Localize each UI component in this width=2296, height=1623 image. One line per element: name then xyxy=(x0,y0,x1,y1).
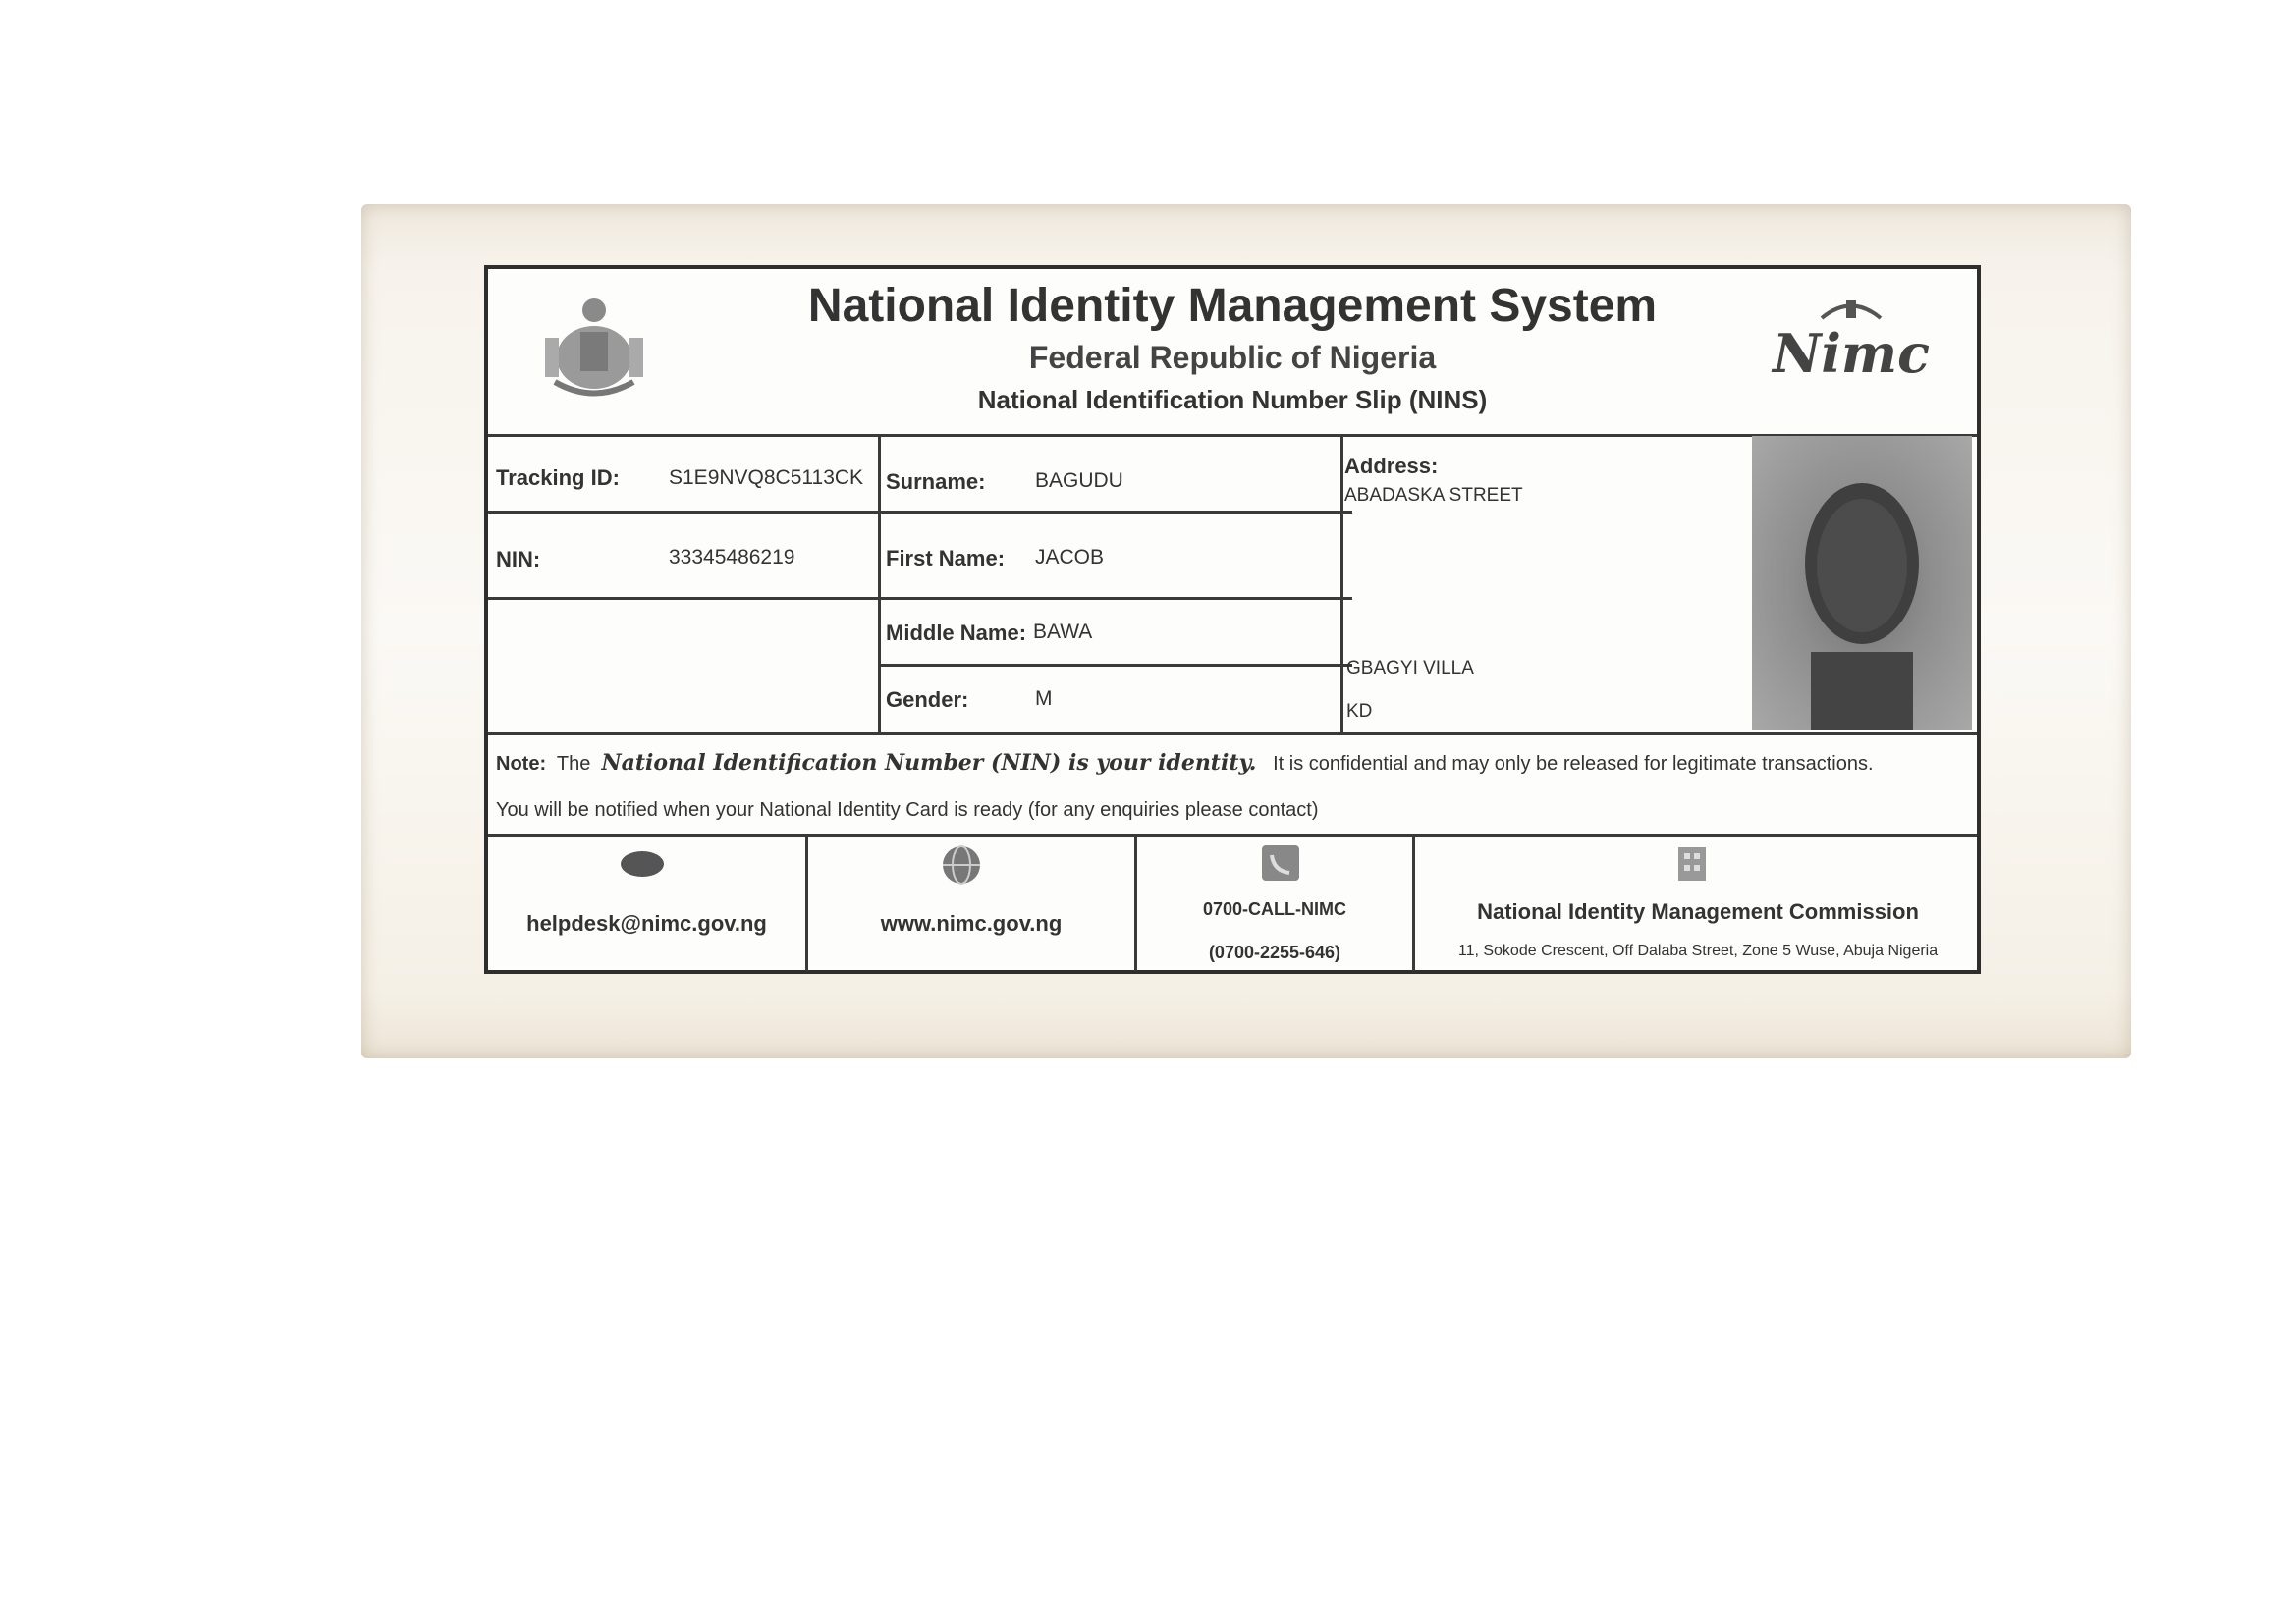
page-title: National Identity Management System xyxy=(807,280,1658,332)
first-name-value: JACOB xyxy=(1035,546,1105,568)
gender-label: Gender: xyxy=(886,687,969,712)
org-address: 11, Sokode Crescent, Off Dalaba Street, Zone 5 Wuse, Abuja Nigeria xyxy=(1457,943,1939,959)
country-subtitle: Federal Republic of Nigeria xyxy=(1028,340,1437,375)
phone-digits: (0700-2255-646) xyxy=(1208,943,1341,962)
address-line-2: GBAGYI VILLA xyxy=(1346,658,1474,678)
note-text: Note: The National Identification Number (NIN) is your identity. It is confidential and may only be released for legitimate transactions. xyxy=(496,750,1874,776)
address-line-3: KD xyxy=(1346,701,1373,722)
globe-icon xyxy=(940,843,983,887)
slip-header xyxy=(488,269,1977,437)
nin-slip xyxy=(484,265,1981,974)
note-line-2: You will be notified when your National Identity Card is ready (for any enquiries please contact) xyxy=(496,799,1319,821)
gender-value: M xyxy=(1035,687,1053,710)
nin-value: 33345486219 xyxy=(669,546,795,568)
slip-name: National Identification Number Slip (NINS) xyxy=(977,385,1488,414)
address-line-1: ABADASKA STREET xyxy=(1344,485,1523,506)
surname-value: BAGUDU xyxy=(1035,469,1123,492)
svg-text:Nimc: Nimc xyxy=(1773,322,1930,385)
address-label: Address: xyxy=(1344,454,1439,478)
building-icon xyxy=(1674,843,1710,883)
surname-label: Surname: xyxy=(886,469,986,494)
email-icon xyxy=(618,846,667,882)
tracking-id-label: Tracking ID: xyxy=(496,465,620,490)
nin-label: NIN: xyxy=(496,547,541,571)
helpdesk-email[interactable]: helpdesk@nimc.gov.ng xyxy=(526,911,767,936)
nimc-logo xyxy=(1773,289,1930,405)
phone-number[interactable]: 0700-CALL-NIMC xyxy=(1202,899,1346,919)
phone-icon xyxy=(1260,843,1301,883)
first-name-label: First Name: xyxy=(886,546,1006,570)
tracking-id-value: S1E9NVQ8C5113CK xyxy=(669,466,864,489)
portrait-icon xyxy=(1752,436,1972,730)
holder-photo xyxy=(1752,436,1972,730)
middle-name-value: BAWA xyxy=(1033,621,1093,643)
website-link[interactable]: www.nimc.gov.ng xyxy=(880,911,1063,936)
middle-name-label: Middle Name: xyxy=(886,621,1027,645)
org-name: National Identity Management Commission xyxy=(1477,899,1919,924)
